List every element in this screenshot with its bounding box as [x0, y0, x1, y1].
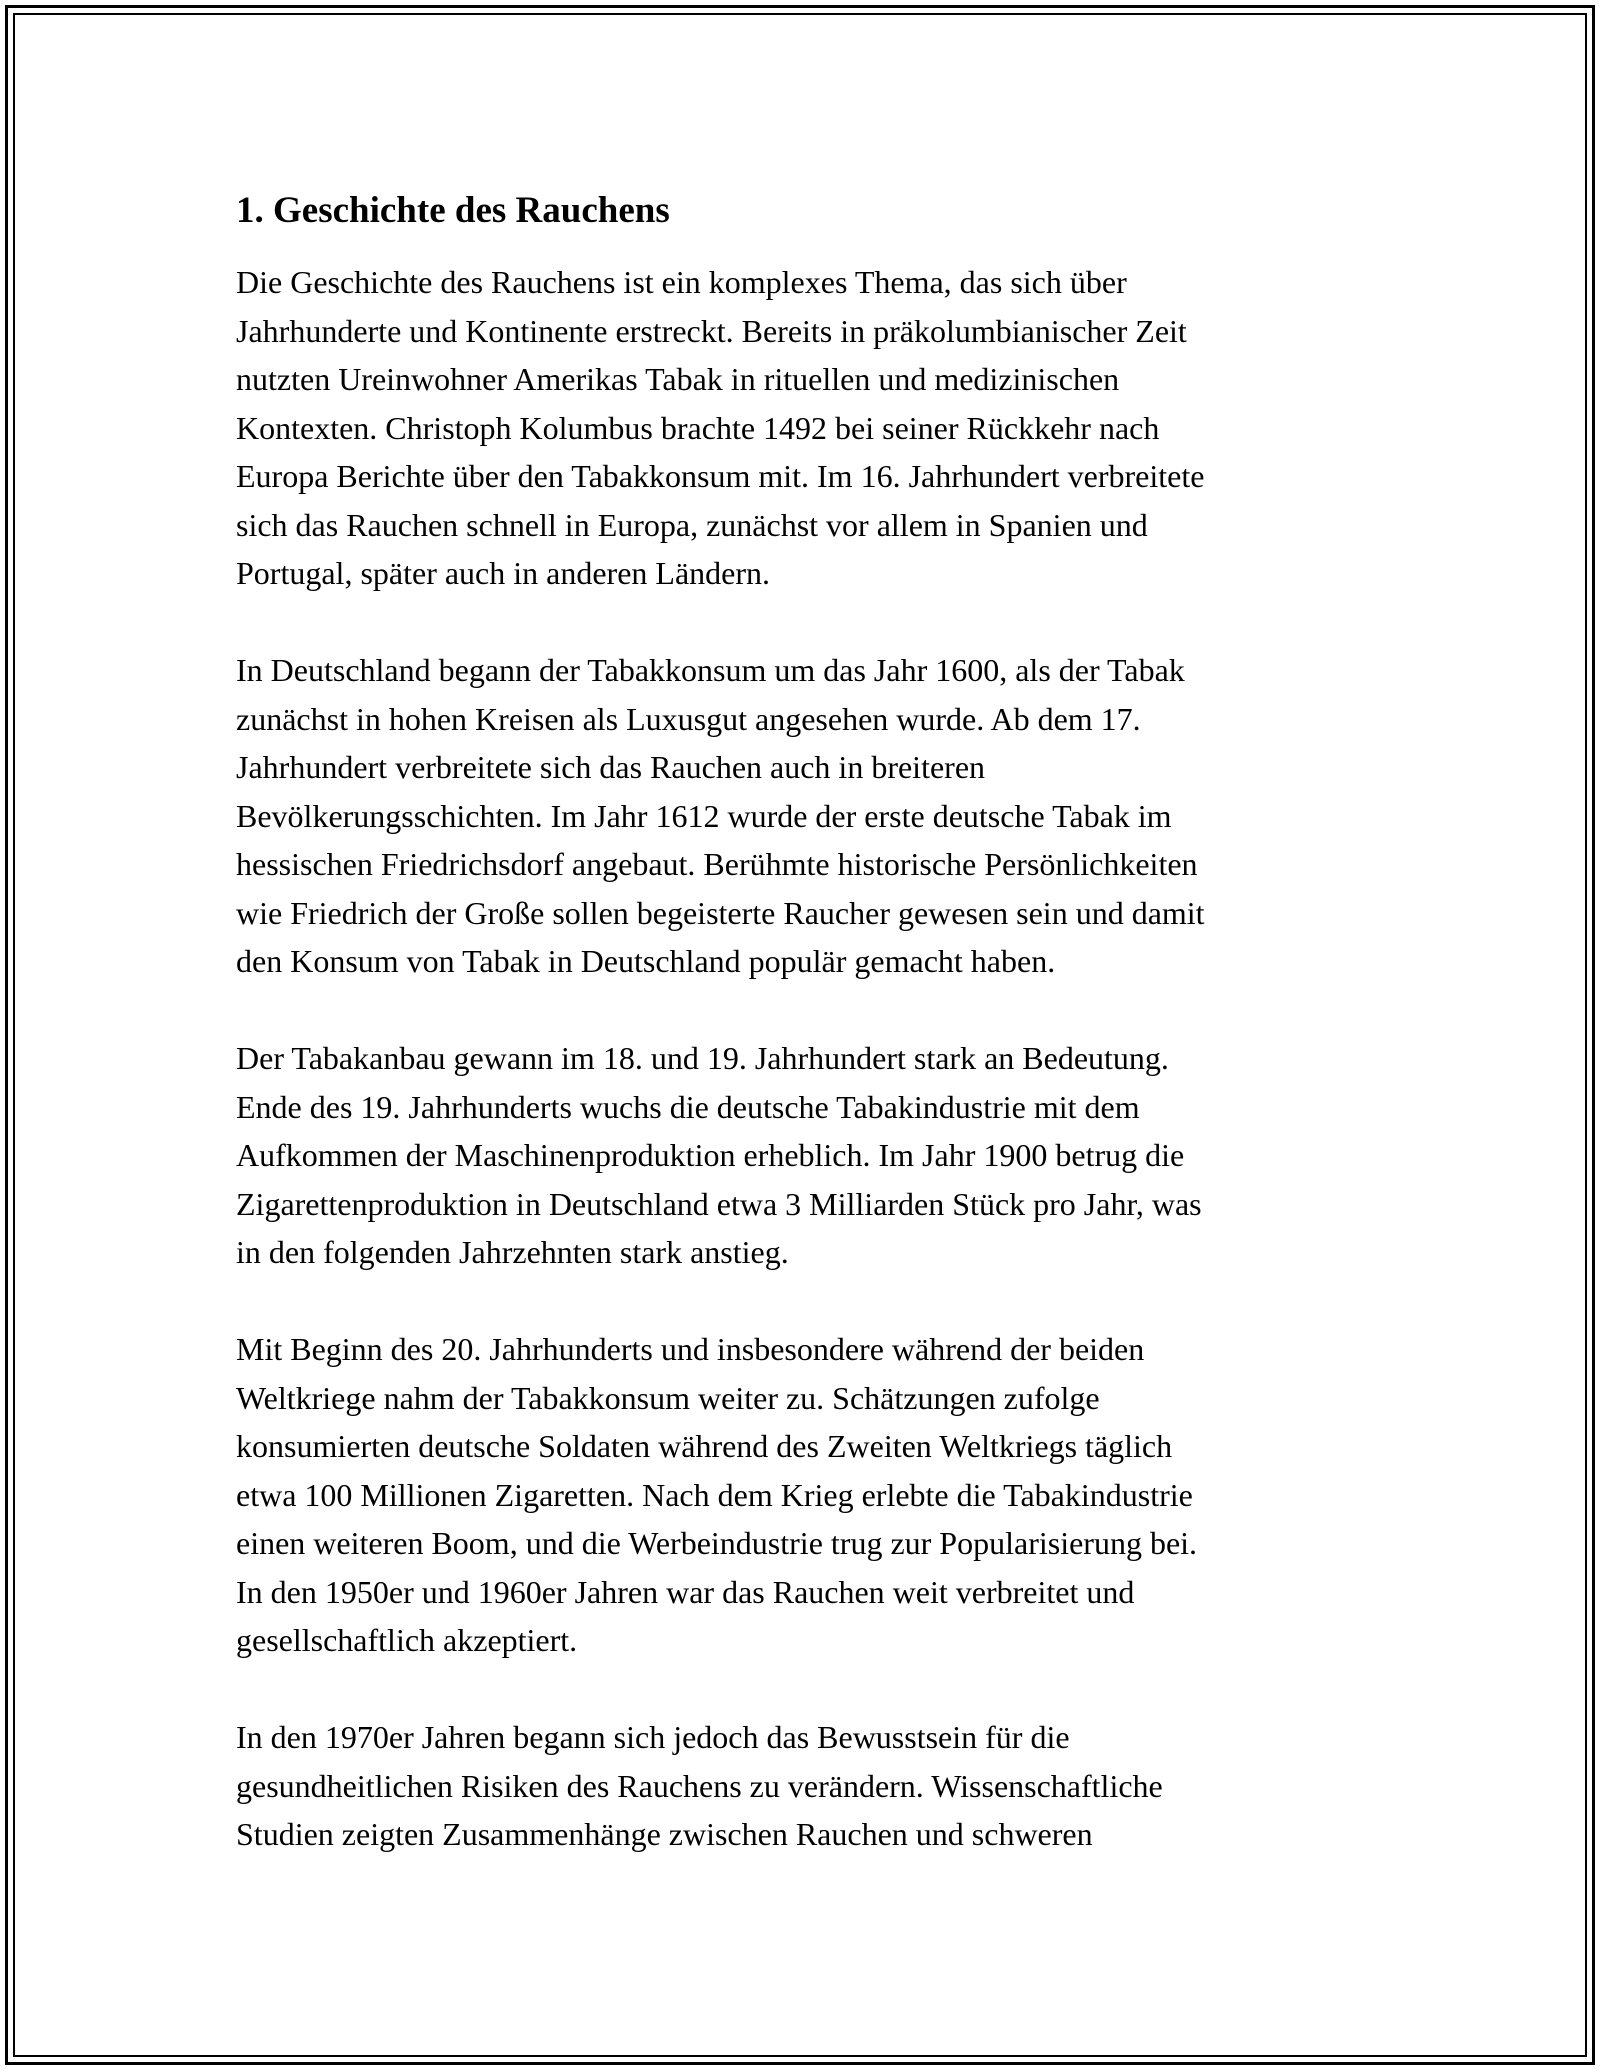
text-line: Bevölkerungsschichten. Im Jahr 1612 wurde der erste deutsche Tabak im	[236, 797, 1172, 834]
text-line: gesundheitlichen Risiken des Rauchens zu verändern. Wissenschaftliche	[236, 1767, 1163, 1804]
text-line: zunächst in hohen Kreisen als Luxusgut angesehen wurde. Ab dem 17.	[236, 700, 1141, 737]
paragraph-germany-early	[236, 646, 1356, 986]
text-line: konsumierten deutsche Soldaten während des Zweiten Weltkriegs täglich	[236, 1428, 1173, 1464]
text-line: Studien zeigten Zusammenhänge zwischen Rauchen und schweren	[236, 1816, 1093, 1852]
section-title: 1. Geschichte des Rauchens	[236, 190, 670, 231]
text-line: einen weiteren Boom, und die Werbeindustrie trug zur Popularisierung bei.	[236, 1525, 1198, 1561]
paragraph-history-overview	[236, 258, 1356, 598]
text-line: in den folgenden Jahrzehnten stark anstieg.	[236, 1234, 789, 1270]
text-line: In den 1970er Jahren begann sich jedoch das Bewusstsein für die	[236, 1719, 1070, 1755]
text-line: Europa Berichte über den Tabakkonsum mit. Im 16. Jahrhundert verbreitete	[236, 458, 1205, 494]
text-line: sich das Rauchen schnell in Europa, zunächst vor allem in Spanien und	[236, 506, 1148, 543]
document-body	[236, 188, 1356, 1907]
paragraph-industry	[236, 1034, 1356, 1277]
text-line: Jahrhundert verbreitete sich das Rauchen auch in breiteren	[236, 749, 986, 785]
text-line: In Deutschland begann der Tabakkonsum um das Jahr 1600, als der Tabak	[236, 652, 1185, 688]
text-line: Portugal, später auch in anderen Ländern.	[236, 555, 771, 591]
text-line: den Konsum von Tabak in Deutschland populär gemacht haben.	[236, 943, 1056, 979]
text-line: Mit Beginn des 20. Jahrhunderts und insbesondere während der beiden	[236, 1331, 1145, 1367]
text-line: wie Friedrich der Große sollen begeisterte Raucher gewesen sein und damit	[236, 894, 1205, 931]
text-line: Kontexten. Christoph Kolumbus brachte 1492 bei seiner Rückkehr nach	[236, 409, 1160, 446]
paragraph-health-awareness	[236, 1713, 1356, 1859]
text-line: Die Geschichte des Rauchens ist ein komplexes Thema, das sich über	[236, 264, 1127, 300]
text-line: In den 1950er und 1960er Jahren war das Rauchen weit verbreitet und	[236, 1573, 1135, 1610]
text-line: etwa 100 Millionen Zigaretten. Nach dem Krieg erlebte die Tabakindustrie	[236, 1476, 1193, 1513]
text-line: hessischen Friedrichsdorf angebaut. Berühmte historische Persönlichkeiten	[236, 846, 1198, 882]
paragraph-20th-century	[236, 1325, 1356, 1665]
text-line: gesellschaftlich akzeptiert.	[236, 1622, 578, 1658]
text-line: Der Tabakanbau gewann im 18. und 19. Jahrhundert stark an Bedeutung.	[236, 1040, 1169, 1076]
text-line: Aufkommen der Maschinenproduktion erheblich. Im Jahr 1900 betrug die	[236, 1137, 1185, 1173]
text-line: nutzten Ureinwohner Amerikas Tabak in rituellen und medizinischen	[236, 361, 1120, 397]
text-line: Zigarettenproduktion in Deutschland etwa 3 Milliarden Stück pro Jahr, was	[236, 1185, 1202, 1222]
text-line: Jahrhunderte und Kontinente erstreckt. Bereits in präkolumbianischer Zeit	[236, 312, 1187, 349]
text-line: Weltkriege nahm der Tabakkonsum weiter zu. Schätzungen zufolge	[236, 1379, 1100, 1416]
text-line: Ende des 19. Jahrhunderts wuchs die deutsche Tabakindustrie mit dem	[236, 1088, 1140, 1125]
